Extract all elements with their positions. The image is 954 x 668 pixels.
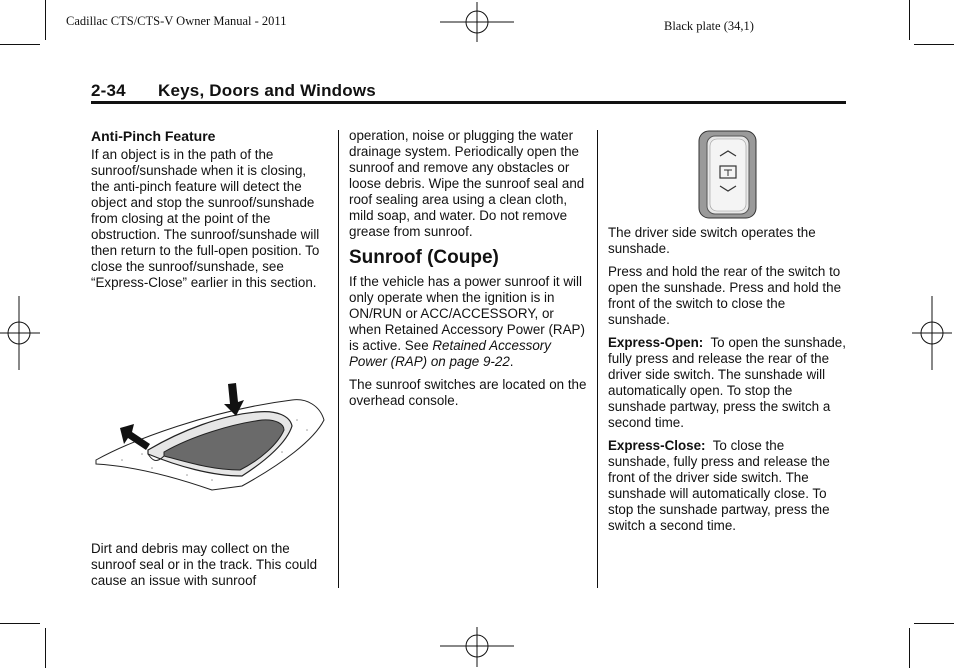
express-close-text: Express-Close: To close the sunshade, fully press and release the front of the driver side switch. The sunshade will automatically close. To stop the sunshade partway, press the switch a second time. bbox=[608, 438, 830, 533]
maintenance-text: operation, noise or plugging the water drainage system. Periodically open the sunroof and remove any obstacles or loose debris. Wipe the sunroof seal and roof sealing area using a clean cloth, mild soap, and water. Do not remove grease from sunroof. bbox=[349, 128, 585, 239]
column-1-bottom bbox=[91, 541, 323, 596]
registration-mark-icon bbox=[440, 627, 514, 667]
sunshade-switch-illustration bbox=[698, 130, 758, 220]
crop-mark bbox=[909, 0, 910, 40]
registration-mark-icon bbox=[0, 296, 40, 370]
crop-mark bbox=[0, 623, 40, 624]
heading-rule bbox=[91, 101, 846, 104]
crop-mark bbox=[45, 0, 46, 40]
crop-mark bbox=[914, 44, 954, 45]
sunroof-coupe-heading: Sunroof (Coupe) bbox=[349, 247, 499, 268]
registration-mark-icon bbox=[912, 296, 952, 370]
crop-mark bbox=[0, 44, 40, 45]
registration-mark-icon bbox=[440, 2, 514, 42]
rap-reference: Retained Accessory Power (RAP) on page 9-22 bbox=[349, 338, 551, 369]
power-sunroof-text: If the vehicle has a power sunroof it will only operate when the ignition is in ON/RUN or ACC/ACCESSORY, or when Retained Accessory Power (RAP) is active. See Retained Accessory Power (RAP) on page 9-22. bbox=[349, 274, 585, 369]
crop-mark bbox=[909, 628, 910, 668]
column-1 bbox=[91, 128, 321, 298]
anti-pinch-text: If an object is in the path of the sunroof/sunshade when it is closing, the anti-pinch feature will detect the object and stop the sunroof/sunshade from closing at the point of the obstruction. The sunroof/sunshade will then return to the full-open position. To close the sunroof/sunshade, see “Express-Close” earlier in this section. bbox=[91, 147, 320, 290]
crop-mark bbox=[914, 623, 954, 624]
express-open-label: Express-Open: bbox=[608, 335, 704, 350]
crop-mark bbox=[45, 628, 46, 668]
column-3 bbox=[608, 225, 846, 541]
plate-label: Black plate (34,1) bbox=[664, 19, 754, 33]
column-divider bbox=[338, 130, 339, 588]
page-number: 2-34 bbox=[91, 81, 126, 100]
sunroof-illustration bbox=[92, 380, 328, 492]
column-divider bbox=[597, 130, 598, 588]
column-2 bbox=[349, 128, 587, 416]
express-close-label: Express-Close: bbox=[608, 438, 706, 453]
debris-text: Dirt and debris may collect on the sunroof seal or in the track. This could cause an issue with sunroof bbox=[91, 541, 318, 588]
anti-pinch-heading: Anti-Pinch Feature bbox=[91, 128, 216, 144]
sunshade-operation-text: Press and hold the rear of the switch to open the sunshade. Press and hold the front of the switch to close the sunshade. bbox=[608, 264, 842, 327]
manual-title: Cadillac CTS/CTS-V Owner Manual - 2011 bbox=[66, 14, 287, 28]
switch-caption: The driver side switch operates the sunshade. bbox=[608, 225, 816, 256]
section-title: Keys, Doors and Windows bbox=[158, 81, 376, 100]
switch-location-text: The sunroof switches are located on the overhead console. bbox=[349, 377, 587, 408]
express-open-text: Express-Open: To open the sunshade, fully press and release the rear of the driver side switch. The sunshade will automatically open. To stop the sunshade partway, press the switch a second time. bbox=[608, 335, 846, 430]
